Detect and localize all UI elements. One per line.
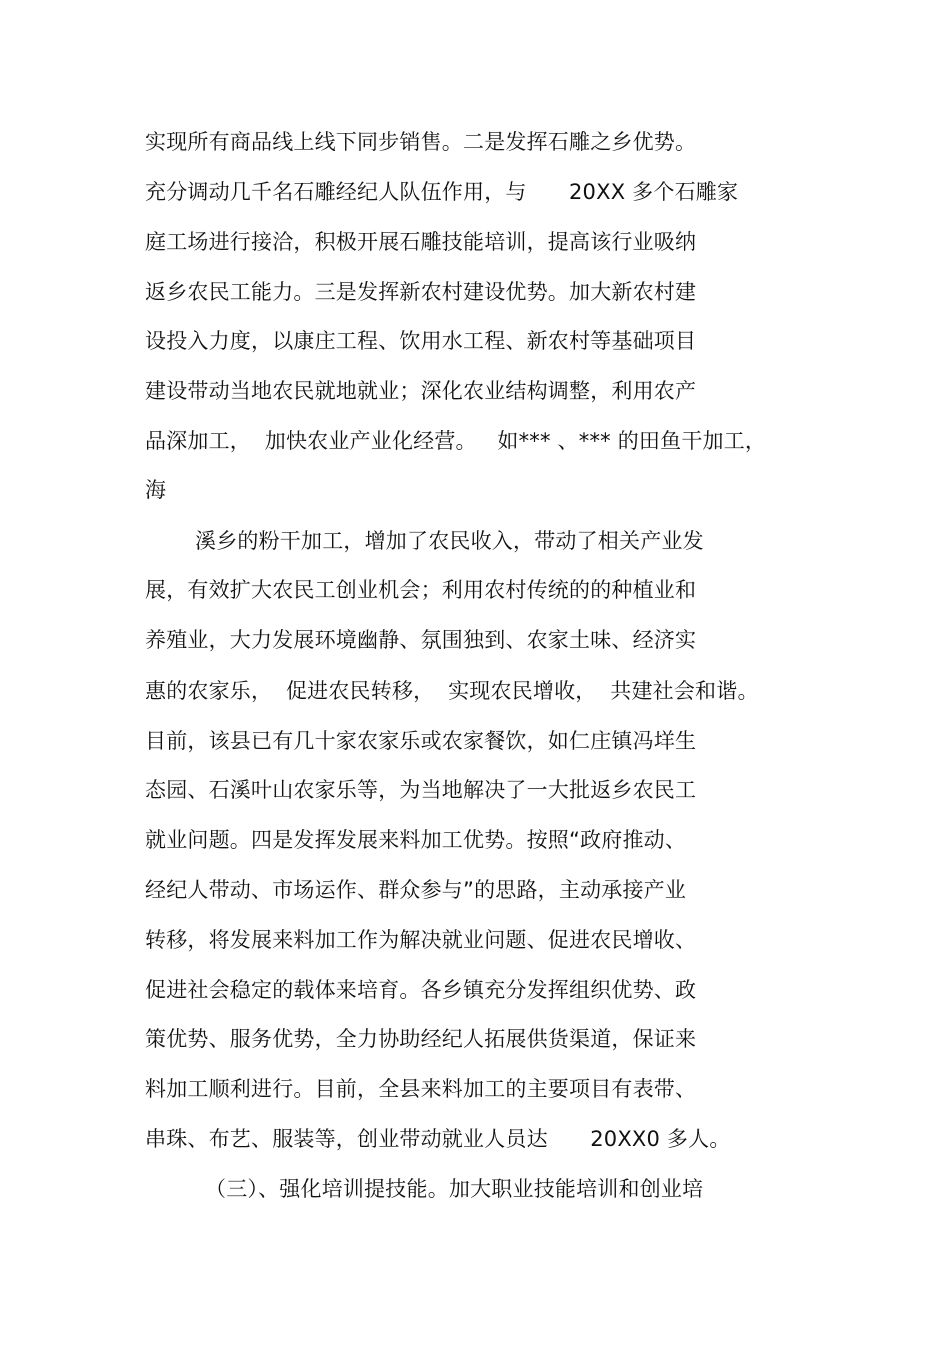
text-line: 就业问题。四是发挥发展来料加工优势。按照“政府推动、 [145,828,687,852]
text-line: 态园、石溪叶山农家乐等，为当地解决了一大批返乡农民工 [145,778,697,802]
text-line: 策优势、服务优势，全力协助经纪人拓展供货渠道，保证来 [145,1027,697,1051]
text-line: 料加工顺利进行。目前，全县来料加工的主要项目有表带、 [145,1077,697,1101]
text-line: （三）、强化培训提技能。加大职业技能培训和创业培 [205,1177,704,1201]
text-line: 充分调动几千名石雕经纪人队伍作用，与 20XX 多个石雕家 [145,180,739,204]
text-line: 庭工场进行接洽，积极开展石雕技能培训，提高该行业吸纳 [145,230,697,254]
text-line: 惠的农家乐， 促进农民转移， 实现农民增收， 共建社会和谐。 [145,679,759,703]
text-line: 建设带动当地农民就地就业；深化农业结构调整，利用农产 [145,379,697,403]
text-line: 实现所有商品线上线下同步销售。二是发挥石雕之乡优势。 [145,130,697,154]
text-line: 溪乡的粉干加工，增加了农民收入，带动了相关产业发 [195,529,704,553]
text-line: 品深加工， 加快农业产业化经营。 如*** 、*** 的田鱼干加工， [145,429,767,453]
text-line: 目前，该县已有几十家农家乐或农家餐饮，如仁庄镇冯垟生 [145,729,697,753]
text-line: 转移，将发展来料加工作为解决就业问题、促进农民增收、 [145,928,697,952]
text-line: 串珠、布艺、服装等，创业带动就业人员达 20XX0 多人。 [145,1127,731,1151]
text-line: 经纪人带动、市场运作、群众参与”的思路，主动承接产业 [145,878,687,902]
text-line: 养殖业，大力发展环境幽静、氛围独到、农家土味、经济实 [145,628,697,652]
text-line: 返乡农民工能力。三是发挥新农村建设优势。加大新农村建 [145,280,697,304]
text-line: 设投入力度，以康庄工程、饮用水工程、新农村等基础项目 [145,329,697,353]
text-line: 展，有效扩大农民工创业机会；利用农村传统的的种植业和 [145,578,697,602]
text-line: 海 [145,478,167,502]
text-line: 促进社会稳定的载体来培育。各乡镇充分发挥组织优势、政 [145,978,697,1002]
